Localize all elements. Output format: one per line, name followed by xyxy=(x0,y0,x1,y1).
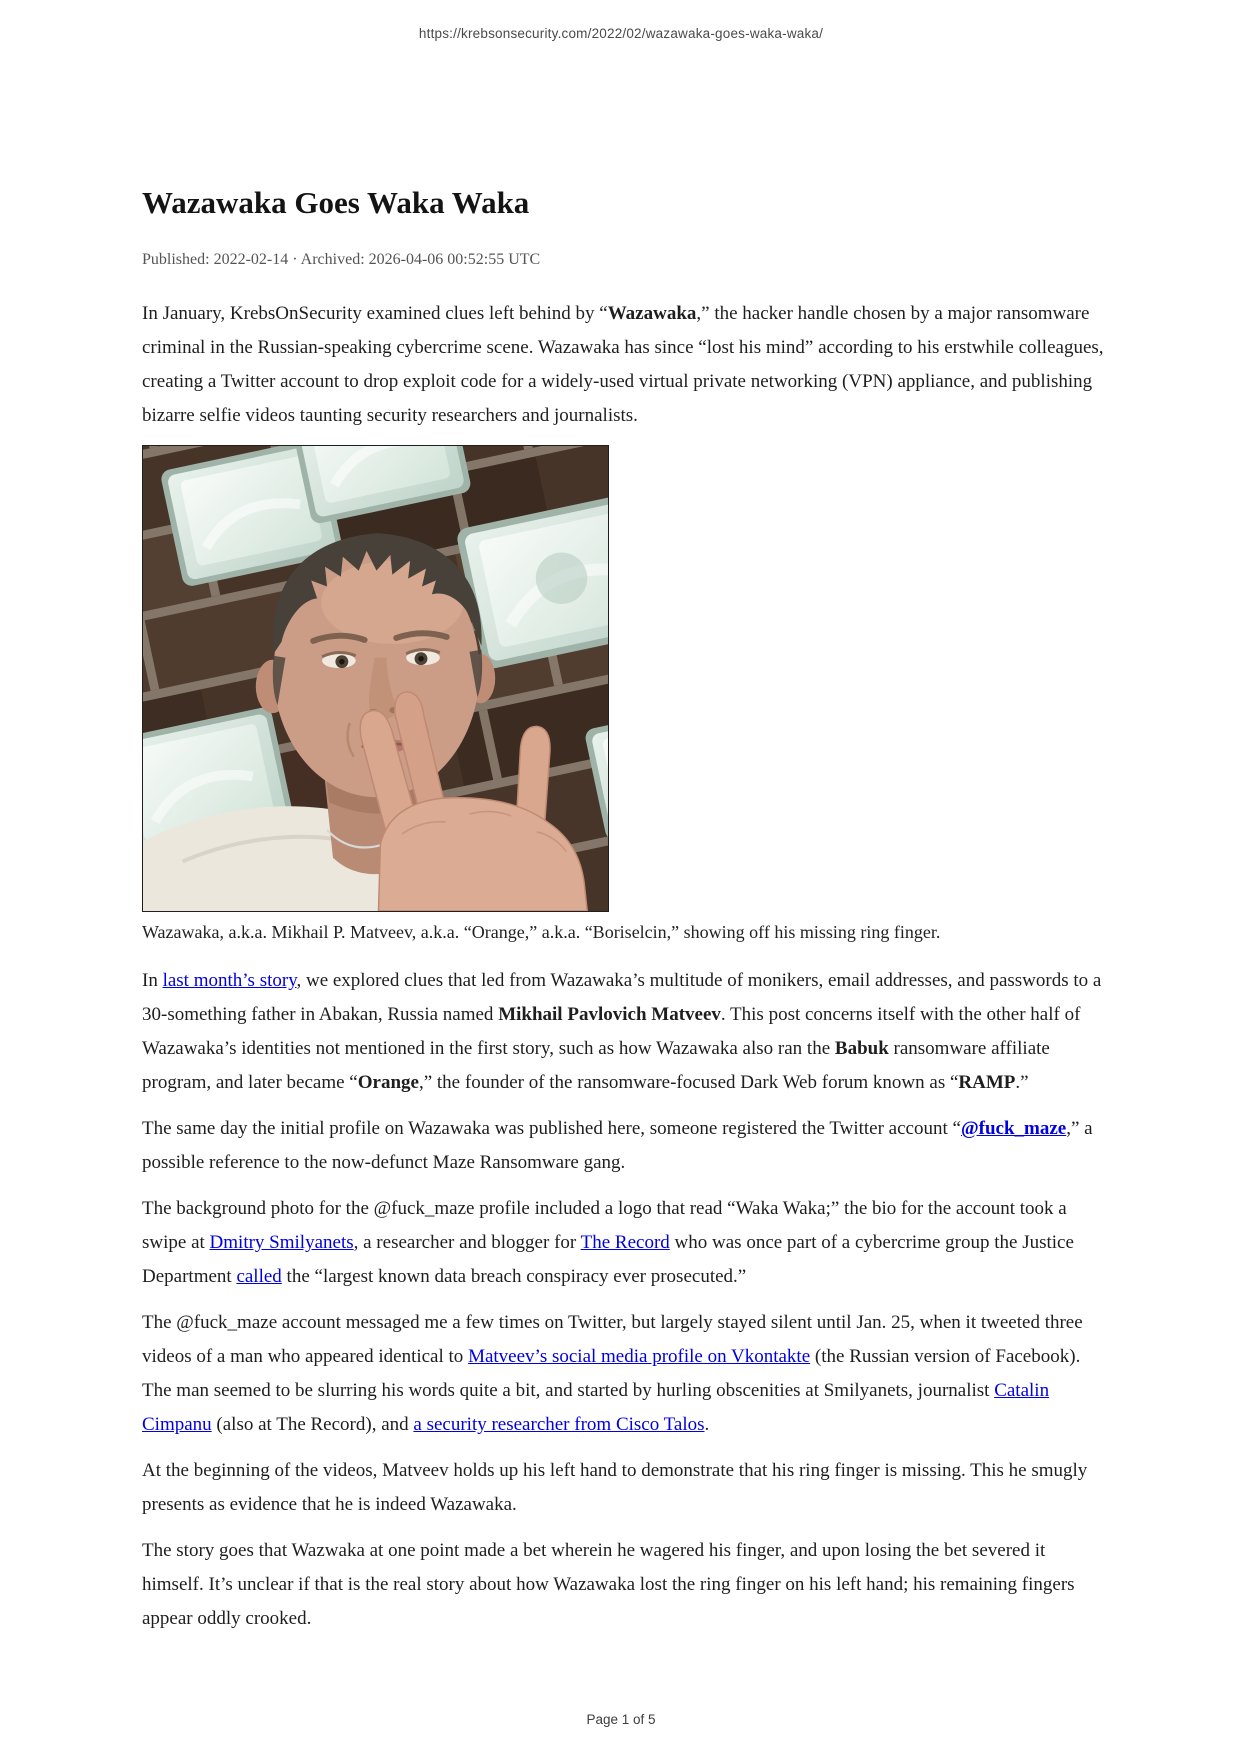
article-paragraph xyxy=(142,1454,1104,1522)
text-run: . xyxy=(704,1414,710,1435)
text-run: ,” a possible reference to the now-defunct Maze Ransomware gang. xyxy=(142,1118,1093,1173)
text-run: ,” the founder of the ransomware-focused Dark Web forum known as “ xyxy=(418,1072,959,1093)
article-paragraph xyxy=(142,964,1104,1100)
bold-run: Wazawaka xyxy=(607,303,697,324)
bold-run: RAMP xyxy=(958,1072,1016,1093)
bold-run: Orange xyxy=(357,1072,419,1093)
text-run: ,” the hacker handle chosen by a major ransomware criminal in the Russian-speaking cybercrime scene. Wazawaka has since “lost his mind” according to his erstwhile colleagues, creating a Twitter account to drop exploit code for a widely-used virtual private networking (VPN) appliance, and publishing bizarre selfie videos taunting security researchers and journalists. xyxy=(142,303,1104,426)
inline-link[interactable]: a security researcher from Cisco Talos xyxy=(413,1414,705,1435)
text-run: .” xyxy=(1015,1072,1029,1093)
text-run: In xyxy=(142,970,163,991)
inline-link[interactable]: Dmitry Smilyanets xyxy=(209,1232,354,1253)
text-run: who was once part of a cybercrime group the Justice Department xyxy=(142,1232,1074,1287)
article-paragraph xyxy=(142,1534,1104,1636)
article-photo xyxy=(142,445,609,912)
article-paragraph xyxy=(142,297,1104,433)
text-run: The background photo for the @fuck_maze profile included a logo that read “Waka Waka;” the bio for the account took a swipe at xyxy=(142,1198,1067,1253)
article-title: Wazawaka Goes Waka Waka xyxy=(142,185,530,220)
bold-run: Mikhail Pavlovich Matveev xyxy=(498,1004,721,1025)
page-number: Page 1 of 5 xyxy=(586,1712,656,1727)
text-run: The @fuck_maze account messaged me a few times on Twitter, but largely stayed silent until Jan. 25, when it tweeted three videos of a man who appeared identical to xyxy=(142,1312,1083,1367)
selfie-photo-illustration xyxy=(143,446,608,911)
inline-link[interactable]: The Record xyxy=(580,1232,670,1253)
text-run: The story goes that Wazwaka at one point made a bet wherein he wagered his finger, and upon losing the bet severed it himself. It’s unclear if that is the real story about how Wazawaka lost the ring finger on his left hand; his remaining fingers appear oddly crooked. xyxy=(142,1540,1075,1629)
text-run: , we explored clues that led from Wazawaka’s multitude of monikers, email addresses, and passwords to a 30-something father in Abakan, Russia named xyxy=(142,970,1102,1025)
inline-link[interactable]: last month’s story xyxy=(162,970,297,991)
page-url: https://krebsonsecurity.com/2022/02/wazawaka-goes-waka-waka/ xyxy=(418,26,824,41)
text-run: The same day the initial profile on Wazawaka was published here, someone registered the Twitter account “ xyxy=(142,1118,961,1139)
text-run: In January, KrebsOnSecurity examined clues left behind by “ xyxy=(142,303,608,324)
article-paragraph xyxy=(142,1306,1104,1442)
article-paragraph xyxy=(142,1192,1104,1294)
inline-link[interactable]: Catalin Cimpanu xyxy=(142,1380,1050,1435)
text-run: ransomware affiliate program, and later became “ xyxy=(142,1038,1050,1093)
text-run: (the Russian version of Facebook). The man seemed to be slurring his words quite a bit, and started by hurling obscenities at Smilyanets, journalist xyxy=(142,1346,1081,1401)
inline-link[interactable]: Matveev’s social media profile on Vkontakte xyxy=(468,1346,811,1367)
photo-caption: Wazawaka, a.k.a. Mikhail P. Matveev, a.k.a. “Orange,” a.k.a. “Boriselcin,” showing off his missing ring finger. xyxy=(142,922,941,942)
inline-link[interactable]: called xyxy=(236,1266,282,1287)
text-run: , a researcher and blogger for xyxy=(353,1232,581,1253)
text-run: (also at The Record), and xyxy=(211,1414,414,1435)
bold-run: Babuk xyxy=(834,1038,889,1059)
text-run: At the beginning of the videos, Matveev holds up his left hand to demonstrate that his ring finger is missing. This he smugly presents as evidence that he is indeed Wazawaka. xyxy=(142,1460,1088,1515)
article-meta: Published: 2022-02-14 · Archived: 2026-04-06 00:52:55 UTC xyxy=(142,251,541,268)
article xyxy=(142,183,1104,1648)
inline-link[interactable]: @fuck_maze xyxy=(960,1118,1067,1139)
text-run: . This post concerns itself with the other half of Wazawaka’s identities not mentioned in the first story, such as how Wazawaka also ran the xyxy=(142,1004,1081,1059)
article-paragraph xyxy=(142,1112,1104,1180)
text-run: the “largest known data breach conspiracy ever prosecuted.” xyxy=(281,1266,747,1287)
